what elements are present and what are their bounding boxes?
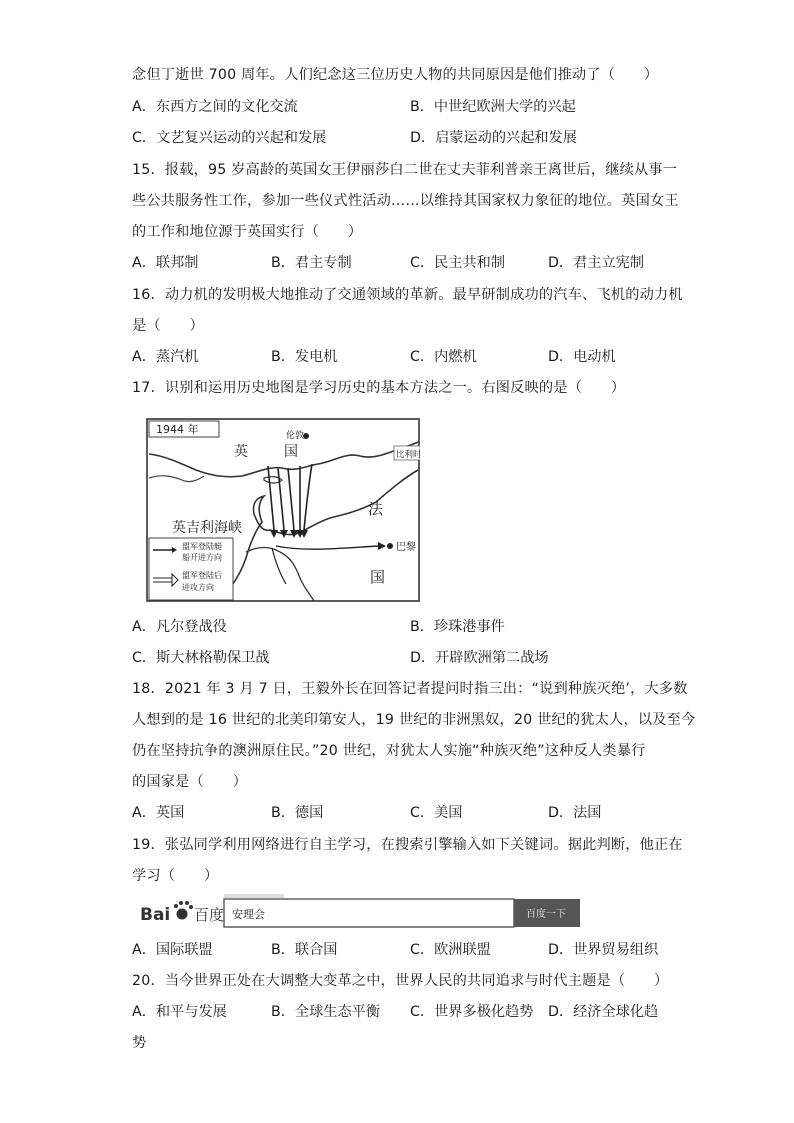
q17-option-c: C．斯大林格勒保卫战 (132, 650, 270, 666)
legend-advance-2: 进攻方向 (182, 583, 214, 592)
q18-option-d: D．法国 (548, 805, 602, 821)
q18-stem-line-2: 人想到的是 16 世纪的北美印第安人，19 世纪的非洲黑奴，20 世纪的犹太人，以及至今 (132, 712, 696, 728)
q15-stem-line-1: 15．报载，95 岁高龄的英国女王伊丽莎白二世在丈夫菲利普亲王离世后，继续从事一 (132, 162, 678, 178)
q18-option-a: A．英国 (132, 805, 185, 821)
q18-stem-line-1: 18．2021 年 3 月 7 日，王毅外长在回答记者提问时指三出：“说到种族灭绝’，大多数 (132, 681, 688, 697)
q15-option-a: A．联邦制 (132, 255, 199, 271)
q20-option-d-overflow: 势 (132, 1035, 147, 1051)
q18-stem-line-4: 的国家是（ ） (132, 774, 248, 790)
belgium-label: 比利时 (396, 450, 420, 460)
england-label-2: 国 (284, 444, 298, 460)
q16-option-a: A．蒸汽机 (132, 349, 199, 365)
france-label-1: 法 (368, 500, 384, 518)
baidu-logo-du: 百度 (194, 906, 225, 924)
q14-option-b: B．中世纪欧洲大学的兴起 (410, 99, 576, 115)
q16-stem-line-1: 16．动力机的发明极大地推动了交通领域的革新。最早研制成功的汽车、飞机的动力机 (132, 287, 683, 303)
legend-landing-1: 盟军登陆艇 (182, 542, 222, 551)
q16-option-b: B．发电机 (271, 349, 338, 365)
legend-landing-2: 船开进方向 (182, 553, 222, 562)
england-label-1: 英 (234, 444, 248, 460)
q16-option-d: D．电动机 (548, 349, 616, 365)
q15-option-b: B．君主专制 (271, 255, 352, 271)
legend-advance-1: 盟军登陆后 (182, 571, 222, 580)
q18-option-c: C．美国 (410, 805, 463, 821)
q15-option-c: C．民主共和制 (410, 255, 506, 271)
q19-option-a: A．国际联盟 (132, 942, 213, 958)
q19-option-d: D．世界贸易组织 (548, 942, 659, 958)
q20-option-c: C．世界多极化趋势 (410, 1004, 534, 1020)
baidu-logo-bai: Bai (140, 905, 171, 925)
q17-stem-line-1: 17．识别和运用历史地图是学习历史的基本方法之一。右图反映的是（ ） (132, 380, 626, 396)
q19-stem-line-1: 19．张弘同学利用网络进行自主学习，在搜索引擎输入如下关键词。据此判断，他正在 (132, 837, 683, 853)
q19-option-c: C．欧洲联盟 (410, 942, 491, 958)
q15-option-d: D．君主立宪制 (548, 255, 645, 271)
q15-stem-line-2: 些公共服务性工作，参加一些仪式性活动……以维持其国家权力象征的地位。英国女王 (132, 193, 679, 209)
q16-option-c: C．内燃机 (410, 349, 477, 365)
search-query: 安理会 (232, 908, 265, 921)
q14-option-d: D．启蒙运动的兴起和发展 (410, 130, 577, 146)
q16-stem-line-2: 是（ ） (132, 318, 204, 334)
q17-option-b: B．珍珠港事件 (410, 619, 505, 635)
map-year-label: 1944 年 (156, 423, 199, 436)
q20-option-a: A．和平与发展 (132, 1004, 227, 1020)
paw-icon (174, 901, 193, 920)
q17-option-a: A．凡尔登战役 (132, 619, 227, 635)
channel-label: 英吉利海峡 (172, 520, 242, 536)
france-label-2: 国 (370, 568, 386, 586)
q20-option-b: B．全球生态平衡 (271, 1004, 381, 1020)
q14-option-c: C．文艺复兴运动的兴起和发展 (132, 130, 327, 146)
search-button-label: 百度一下 (526, 909, 566, 920)
q20-option-d: D．经济全球化趋 (548, 1004, 659, 1020)
q14-option-a: A．东西方之间的文化交流 (132, 99, 298, 115)
q19-option-b: B．联合国 (271, 942, 338, 958)
q14-text: 念但丁逝世 700 周年。人们纪念这三位历史人物的共同原因是他们推动了（ ） (132, 67, 659, 83)
q17-option-d: D．开辟欧洲第二战场 (410, 650, 549, 666)
q18-stem-line-3: 仍在坚持抗争的澳洲原住民。”20 世纪，对犹太人实施“种族灭绝”这种反人类暴行 (132, 743, 646, 759)
london-label: 伦敦 (286, 431, 305, 441)
q20-stem-line-1: 20．当今世界正处在大调整大变革之中，世界人民的共同追求与时代主题是（ ） (132, 973, 669, 989)
q15-stem-line-3: 的工作和地位源于英国实行（ ） (132, 224, 363, 240)
normandy-map (146, 418, 420, 602)
q18-option-b: B．德国 (271, 805, 324, 821)
paris-label: 巴黎 (396, 542, 416, 553)
q19-stem-line-2: 学习（ ） (132, 868, 219, 884)
baidu-search-image (140, 894, 582, 930)
